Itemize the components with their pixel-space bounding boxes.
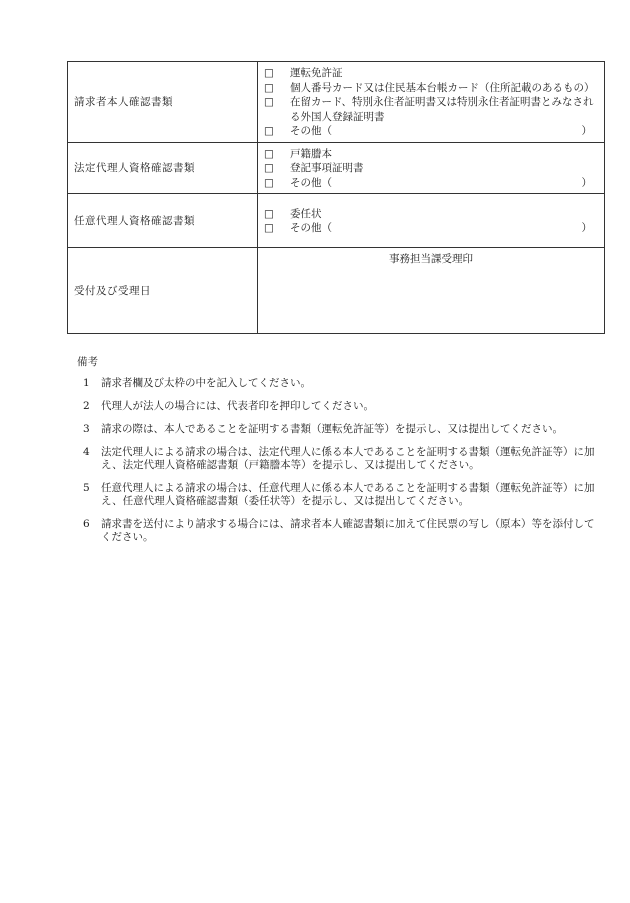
row-label-receipt-date: 受付及び受理日: [68, 248, 258, 334]
checkbox-icon[interactable]: □: [264, 67, 274, 79]
checkbox-option[interactable]: □ 戸籍謄本: [264, 147, 332, 160]
checkbox-icon[interactable]: □: [264, 96, 274, 108]
checkbox-option[interactable]: □ 委任状: [264, 207, 322, 220]
checkbox-option-other[interactable]: □ その他（ ）: [264, 222, 592, 234]
note-item: 1 請求者欄及び太枠の中を記入してください。: [83, 377, 311, 389]
checkbox-icon[interactable]: □: [264, 147, 274, 160]
checkbox-icon[interactable]: □: [264, 125, 274, 137]
checkbox-option-other[interactable]: □ その他（ ）: [264, 176, 592, 189]
checkbox-option[interactable]: □ 運転免許証: [264, 67, 343, 79]
checkbox-icon[interactable]: □: [264, 81, 274, 94]
requester-id-options: [258, 62, 605, 143]
checkbox-icon[interactable]: □: [264, 207, 274, 220]
table-row: [68, 248, 605, 334]
checkbox-option[interactable]: □ 在留カード、特別永住者証明書又は特別永住者証明書とみなされる外国人登録証明書: [264, 96, 594, 123]
stamp-label: 事務担当課受理印: [389, 253, 473, 265]
checkbox-option[interactable]: □ 個人番号カード又は住民基本台帳カード（住所記載のあるもの）: [264, 81, 595, 94]
checkbox-icon[interactable]: □: [264, 222, 274, 234]
row-label-voluntary-agent: 任意代理人資格確認書類: [68, 194, 258, 248]
identity-documents-table: [67, 61, 605, 334]
notes-title: 備考: [77, 356, 98, 368]
table-row: [68, 194, 605, 248]
voluntary-agent-options: [258, 194, 605, 248]
note-item: 4 法定代理人による請求の場合は、法定代理人に係る本人であることを証明する書類（運転免許証等）に加え、法定代理人資格確認書類（戸籍謄本等）を提示し、又は提出してください。: [83, 446, 595, 471]
row-label-requester-id: 請求者本人確認書類: [68, 62, 258, 143]
checkbox-option-other[interactable]: □ その他（ ）: [264, 125, 592, 137]
legal-agent-options: [258, 142, 605, 194]
note-item: 3 請求の際は、本人であることを証明する書類（運転免許証等）を提示し、又は提出してください。: [83, 423, 563, 435]
note-item: 2 代理人が法人の場合には、代表者印を押印してください。: [83, 400, 374, 412]
checkbox-icon[interactable]: □: [264, 162, 274, 174]
table-row: [68, 142, 605, 194]
checkbox-icon[interactable]: □: [264, 176, 274, 189]
table-row: [68, 62, 605, 143]
row-label-legal-agent: 法定代理人資格確認書類: [68, 142, 258, 194]
note-item: 6 請求書を送付により請求する場合には、請求者本人確認書類に加えて住民票の写し（原本）等を添付してください。: [83, 518, 595, 543]
note-item: 5 任意代理人による請求の場合は、任意代理人に係る本人であることを証明する書類（運転免許証等）に加え、任意代理人資格確認書類（委任状等）を提示し、又は提出してください。: [83, 482, 595, 507]
notes-section: [77, 354, 601, 554]
checkbox-option[interactable]: □ 登記事項証明書: [264, 162, 364, 174]
receipt-stamp-area[interactable]: [258, 248, 605, 334]
